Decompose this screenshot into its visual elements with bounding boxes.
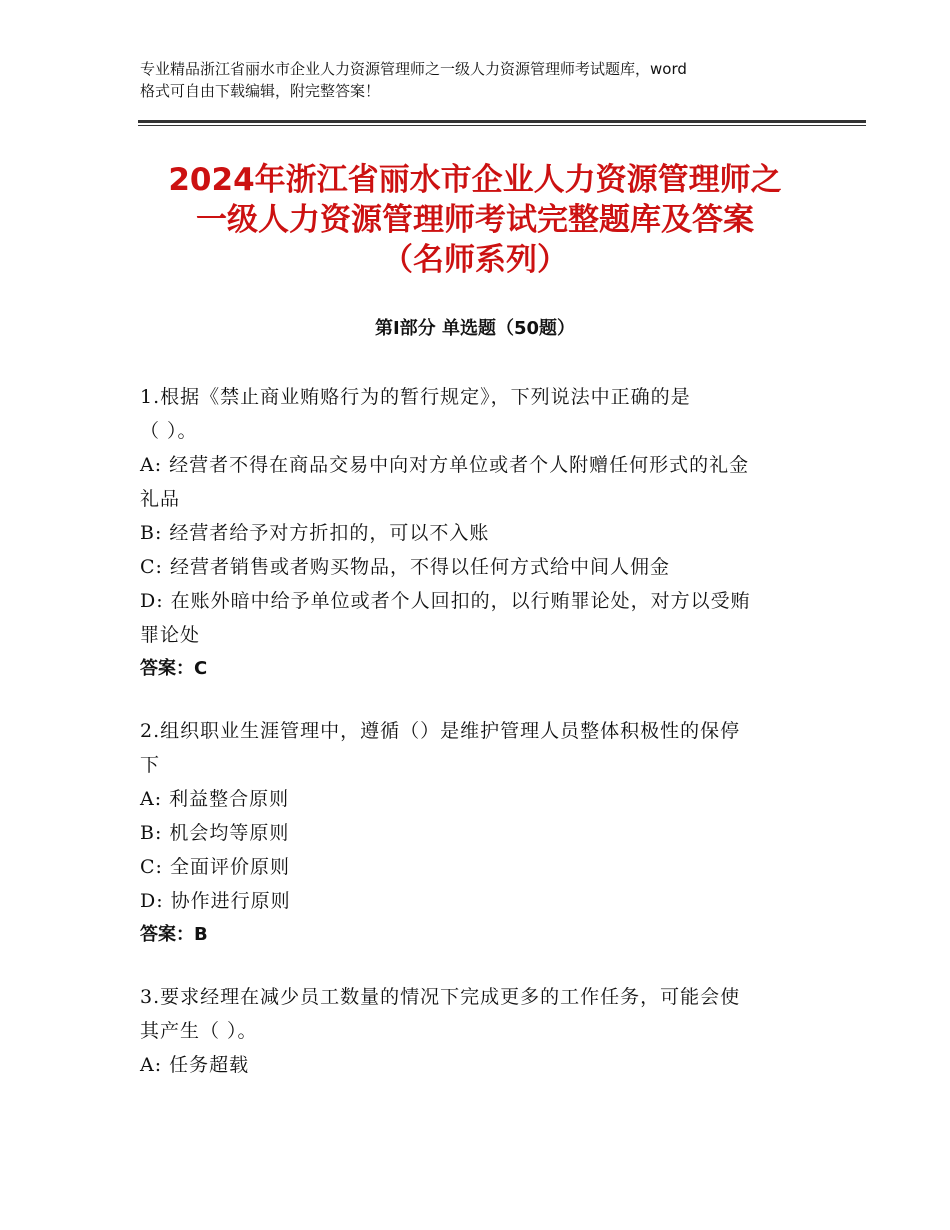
header-divider-thin xyxy=(138,125,866,126)
question-stem: （ ）。 xyxy=(140,420,198,442)
header-note xyxy=(140,58,830,102)
option-d: D: 在账外暗中给予单位或者个人回扣的，以行贿罪论处，对方以受贿 xyxy=(140,590,751,612)
question-stem: 2.组织职业生涯管理中，遵循（）是维护管理人员整体积极性的保停 xyxy=(140,720,741,742)
document-title xyxy=(100,160,850,280)
option-a: A: 任务超载 xyxy=(140,1054,250,1076)
title-line: 2024年浙江省丽水市企业人力资源管理师之 xyxy=(168,162,782,198)
question-2 xyxy=(140,714,820,952)
option-c: C: 全面评价原则 xyxy=(140,856,290,878)
header-note-line: 专业精品浙江省丽水市企业人力资源管理师之一级人力资源管理师考试题库，word xyxy=(140,60,687,78)
option-b: B: 经营者给予对方折扣的，可以不入账 xyxy=(140,522,490,544)
answer: 答案：B xyxy=(140,924,208,945)
option-d-continued: 罪论处 xyxy=(140,624,201,646)
option-d: D: 协作进行原则 xyxy=(140,890,291,912)
option-a: A: 利益整合原则 xyxy=(140,788,290,810)
title-line: 一级人力资源管理师考试完整题库及答案 xyxy=(196,202,754,238)
question-stem: 其产生（ ）。 xyxy=(140,1020,258,1042)
answer: 答案：C xyxy=(140,658,208,679)
title-line: （名师系列） xyxy=(382,242,568,278)
question-list xyxy=(140,380,820,1110)
option-c: C: 经营者销售或者购买物品，不得以任何方式给中间人佣金 xyxy=(140,556,670,578)
option-a-continued: 礼品 xyxy=(140,488,181,510)
question-stem: 1.根据《禁止商业贿赂行为的暂行规定》，下列说法中正确的是 xyxy=(140,386,691,408)
option-a: A: 经营者不得在商品交易中向对方单位或者个人附赠任何形式的礼金 xyxy=(140,454,750,476)
question-1 xyxy=(140,380,820,686)
header-note-line: 格式可自由下载编辑，附完整答案！ xyxy=(140,82,381,100)
section-title: 第Ⅰ部分 单选题（50题） xyxy=(374,318,575,339)
question-stem: 下 xyxy=(140,754,161,776)
option-b: B: 机会均等原则 xyxy=(140,822,290,844)
question-3 xyxy=(140,980,820,1082)
question-stem: 3.要求经理在减少员工数量的情况下完成更多的工作任务，可能会使 xyxy=(140,986,741,1008)
header-divider xyxy=(138,120,866,123)
